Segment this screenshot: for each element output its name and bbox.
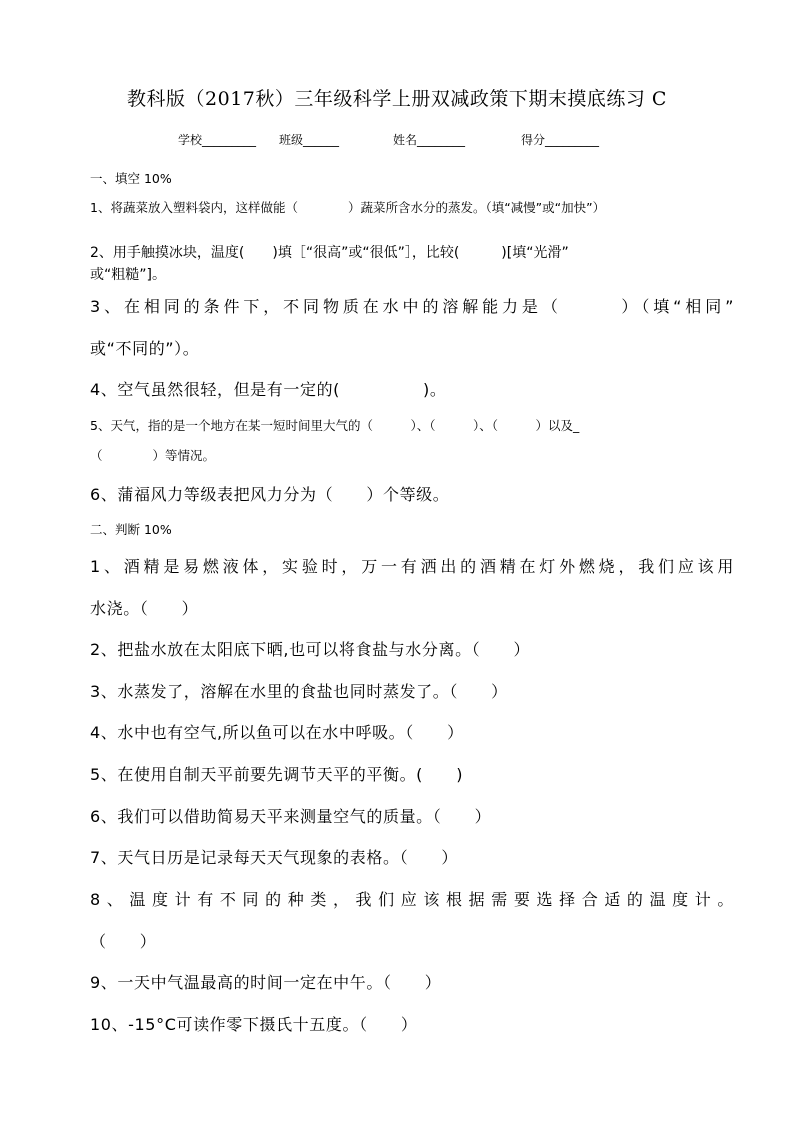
judge-question-2: 2、把盐水放在太阳底下晒,也可以将食盐与水分离。（ ）	[90, 640, 531, 659]
judge-question-1-line1: 1、酒精是易燃液体，实验时，万一有洒出的酒精在灯外燃烧，我们应该用	[90, 557, 734, 576]
judge-question-5: 5、在使用自制天平前要先调节天平的平衡。( )	[90, 765, 464, 784]
judge-question-6: 6、我们可以借助简易天平来测量空气的质量。（ ）	[90, 807, 492, 826]
judge-question-1-line2: 水浇。（ ）	[90, 599, 199, 618]
section-heading-fill-blank: 一、填空 10%	[90, 171, 172, 186]
judge-question-8-line2: （ ）	[90, 932, 157, 951]
fill-question-5-line2: （ ）等情况。	[90, 448, 216, 463]
score-field: 得分_________	[521, 133, 600, 147]
worksheet-title: 教科版（2017秋）三年级科学上册双减政策下期末摸底练习 C	[127, 88, 667, 110]
fill-question-3-line2: 或“不同的”）。	[90, 339, 200, 358]
judge-question-9: 9、一天中气温最高的时间一定在中午。（ ）	[90, 973, 442, 992]
fill-question-2-line1: 2、用手触摸冰块，温度( )填［“很高”或“很低”］，比较( )[填“光滑”	[90, 245, 569, 261]
class-field: 班级______	[279, 133, 340, 147]
fill-question-4: 4、空气虽然很轻，但是有一定的( )。	[90, 380, 447, 399]
judge-question-3: 3、水蒸发了，溶解在水里的食盐也同时蒸发了。（ ）	[90, 682, 508, 701]
fill-question-5-line1: 5、天气，指的是一个地方在某一短时间里大气的（ ）、（ ）、（ ）以及_	[90, 418, 580, 433]
fill-question-2-line2: 或“粗糙”]。	[90, 267, 166, 283]
judge-question-4: 4、水中也有空气,所以鱼可以在水中呼吸。（ ）	[90, 723, 464, 742]
fill-question-1: 1、将蔬菜放入塑料袋内，这样做能（ ）蔬菜所含水分的蒸发。（填“减慢”或“加快”）	[90, 200, 606, 215]
judge-question-8-line1: 8、温度计有不同的种类，我们应该根据需要选择合适的温度计。	[90, 890, 734, 909]
judge-question-10: 10、-15°C可读作零下摄氏十五度。（ ）	[90, 1015, 418, 1034]
judge-question-7: 7、天气日历是记录每天天气现象的表格。（ ）	[90, 848, 458, 867]
school-field: 学校_________	[178, 133, 257, 147]
fill-question-3-line1: 3、在相同的条件下，不同物质在水中的溶解能力是（ ）（填“相同”	[90, 297, 734, 316]
name-field: 姓名________	[393, 133, 466, 147]
section-heading-true-false: 二、判断 10%	[90, 522, 172, 537]
fill-question-6: 6、蒲福风力等级表把风力分为（ ）个等级。	[90, 485, 450, 504]
